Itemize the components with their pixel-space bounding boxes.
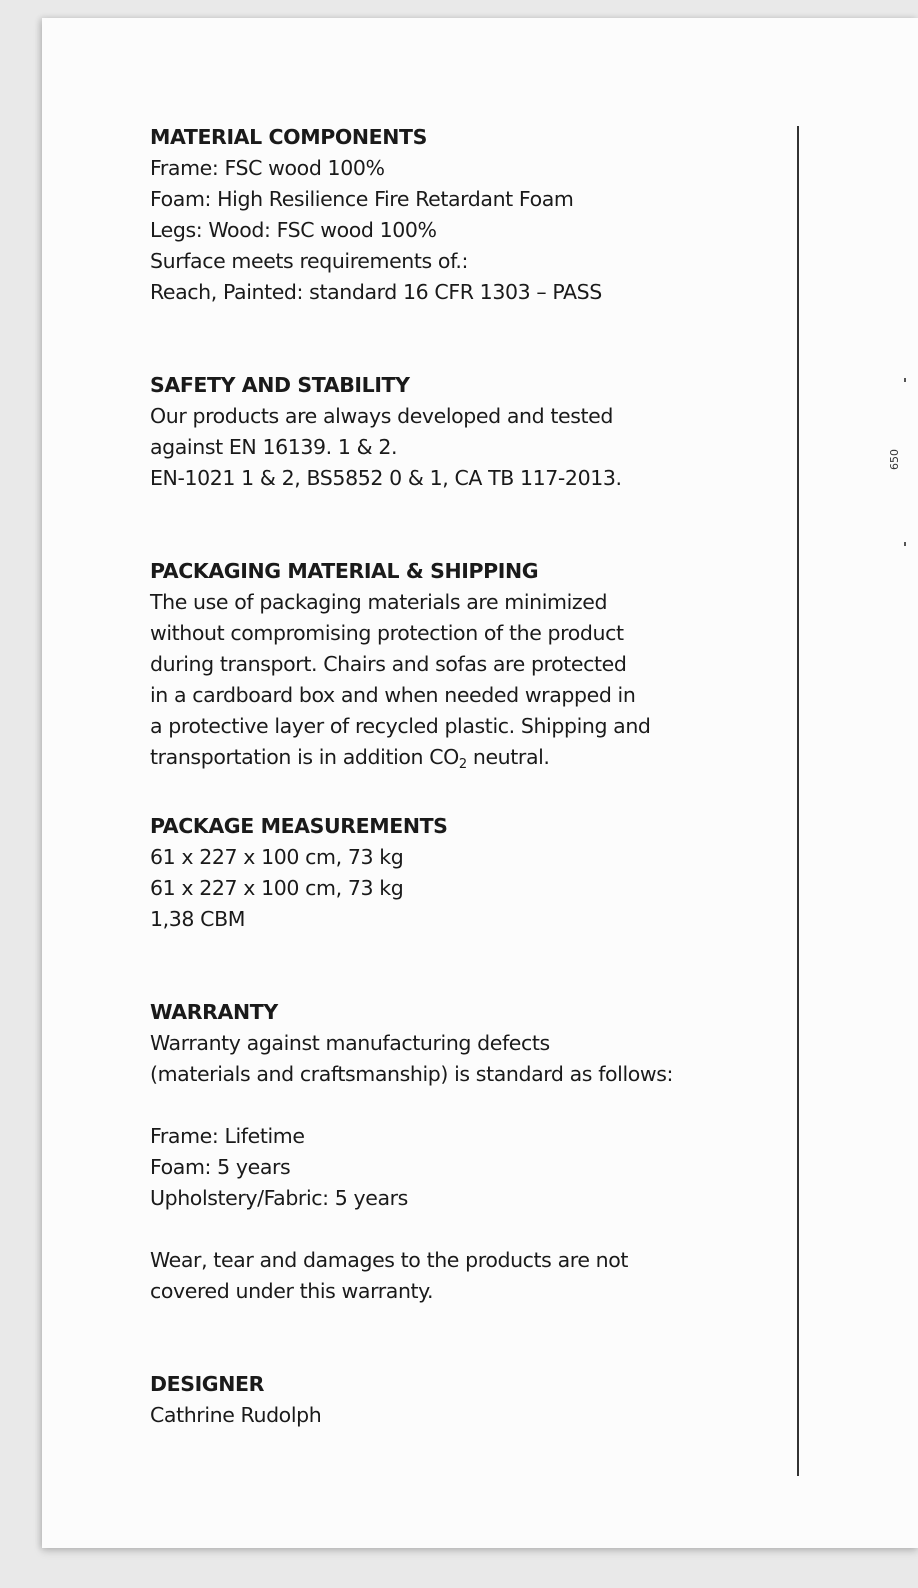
designer-heading: DESIGNER <box>150 1372 264 1396</box>
packaging-line: during transport. Chairs and sofas are protected <box>150 652 627 676</box>
dimension-tick-bottom <box>904 542 906 546</box>
co2-subscript: 2 <box>458 757 467 772</box>
material-line: Legs: Wood: FSC wood 100% <box>150 218 437 242</box>
package-measurements-section <box>150 811 770 935</box>
safety-stability-section <box>150 370 770 494</box>
dimension-tick-top <box>904 378 906 382</box>
warranty-note-line: Wear, tear and damages to the products are not <box>150 1248 629 1272</box>
measurement-line: 61 x 227 x 100 cm, 73 kg <box>150 876 404 900</box>
warranty-term: Frame: Lifetime <box>150 1124 305 1148</box>
packaging-shipping-section <box>150 556 770 780</box>
packaging-last-line <box>150 742 770 780</box>
safety-line: against EN 16139. 1 & 2. <box>150 435 398 459</box>
packaging-line: in a cardboard box and when needed wrapped in <box>150 683 636 707</box>
dimension-label: 650 <box>888 449 901 470</box>
material-components-section <box>150 122 770 308</box>
warranty-term: Upholstery/Fabric: 5 years <box>150 1186 408 1210</box>
spec-text-column <box>150 122 770 1431</box>
safety-stability-heading: SAFETY AND STABILITY <box>150 373 410 397</box>
warranty-note-line: covered under this warranty. <box>150 1279 434 1303</box>
material-line: Foam: High Resilience Fire Retardant Foam <box>150 187 574 211</box>
material-line: Surface meets requirements of.: <box>150 249 469 273</box>
warranty-section <box>150 997 770 1307</box>
designer-name: Cathrine Rudolph <box>150 1403 322 1427</box>
warranty-term: Foam: 5 years <box>150 1155 291 1179</box>
material-line: Reach, Painted: standard 16 CFR 1303 – PASS <box>150 280 602 304</box>
packaging-shipping-heading: PACKAGING MATERIAL & SHIPPING <box>150 559 539 583</box>
measurement-line: 61 x 227 x 100 cm, 73 kg <box>150 845 404 869</box>
packaging-line: The use of packaging materials are minimized <box>150 590 608 614</box>
column-divider <box>797 126 799 1476</box>
package-measurements-heading: PACKAGE MEASUREMENTS <box>150 814 448 838</box>
material-line: Frame: FSC wood 100% <box>150 156 385 180</box>
document-page <box>42 18 918 1548</box>
warranty-intro-line: (materials and craftsmanship) is standard as follows: <box>150 1062 674 1086</box>
designer-section <box>150 1369 770 1431</box>
safety-line: EN-1021 1 & 2, BS5852 0 & 1, CA TB 117-2013. <box>150 466 622 490</box>
packaging-last-line-text: transportation is in addition CO <box>150 745 459 769</box>
packaging-line: without compromising protection of the product <box>150 621 624 645</box>
packaging-line: a protective layer of recycled plastic. Shipping and <box>150 714 651 738</box>
packaging-last-line-end: neutral. <box>466 745 550 769</box>
material-components-heading: MATERIAL COMPONENTS <box>150 125 427 149</box>
warranty-heading: WARRANTY <box>150 1000 278 1024</box>
warranty-intro-line: Warranty against manufacturing defects <box>150 1031 550 1055</box>
safety-line: Our products are always developed and tested <box>150 404 613 428</box>
measurement-line: 1,38 CBM <box>150 907 246 931</box>
